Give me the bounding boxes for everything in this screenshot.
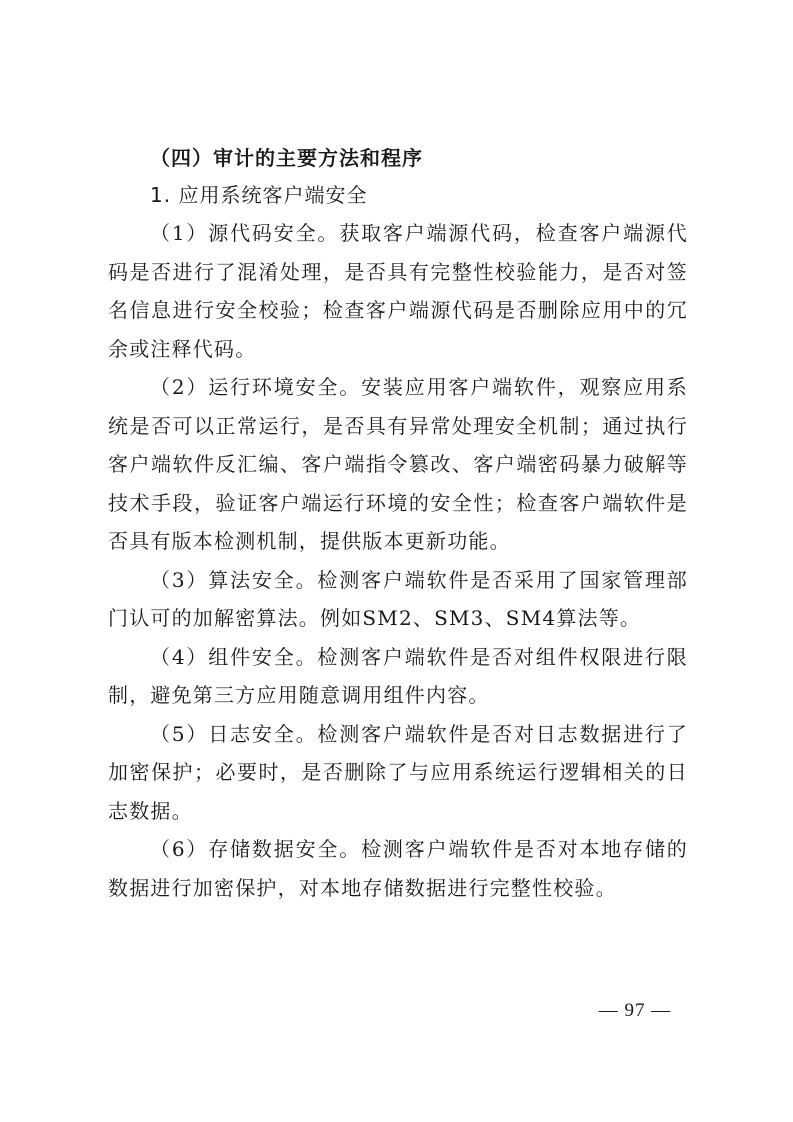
paragraph-storage-data-security: （6）存储数据安全。检测客户端软件是否对本地存储的数据进行加密保护，对本地存储数据进行完整性校验。 xyxy=(108,837,688,900)
document-body xyxy=(108,140,688,907)
paragraph-log-security: （5）日志安全。检测客户端软件是否对日志数据进行了加密保护；必要时，是否删除了与应用系统运行逻辑相关的日志数据。 xyxy=(108,721,688,823)
paragraph-component-security: （4）组件安全。检测客户端软件是否对组件权限进行限制，避免第三方应用随意调用组件内容。 xyxy=(108,644,688,707)
sub-heading: 1. 应用系统客户端安全 xyxy=(150,183,368,207)
page-number: — 97 — xyxy=(598,1000,672,1021)
paragraph-source-code-security: （1）源代码安全。获取客户端源代码，检查客户端源代码是否进行了混淆处理，是否具有完整性校验能力，是否对签名信息进行安全校验；检查客户端源代码是否删除应用中的冗余或注释代码。 xyxy=(108,221,688,361)
section-heading: （四）审计的主要方法和程序 xyxy=(150,146,423,170)
paragraph-algorithm-security: （3）算法安全。检测客户端软件是否采用了国家管理部门认可的加解密算法。例如SM2、SM3、SM4算法等。 xyxy=(108,567,688,630)
paragraph-runtime-environment-security: （2）运行环境安全。安装应用客户端软件，观察应用系统是否可以正常运行，是否具有异常处理安全机制；通过执行客户端软件反汇编、客户端指令篡改、客户端密码暴力破解等技术手段，验证客户端运行环境的安全性；检查客户端软件是否具有版本检测机制，提供版本更新功能。 xyxy=(108,375,688,553)
